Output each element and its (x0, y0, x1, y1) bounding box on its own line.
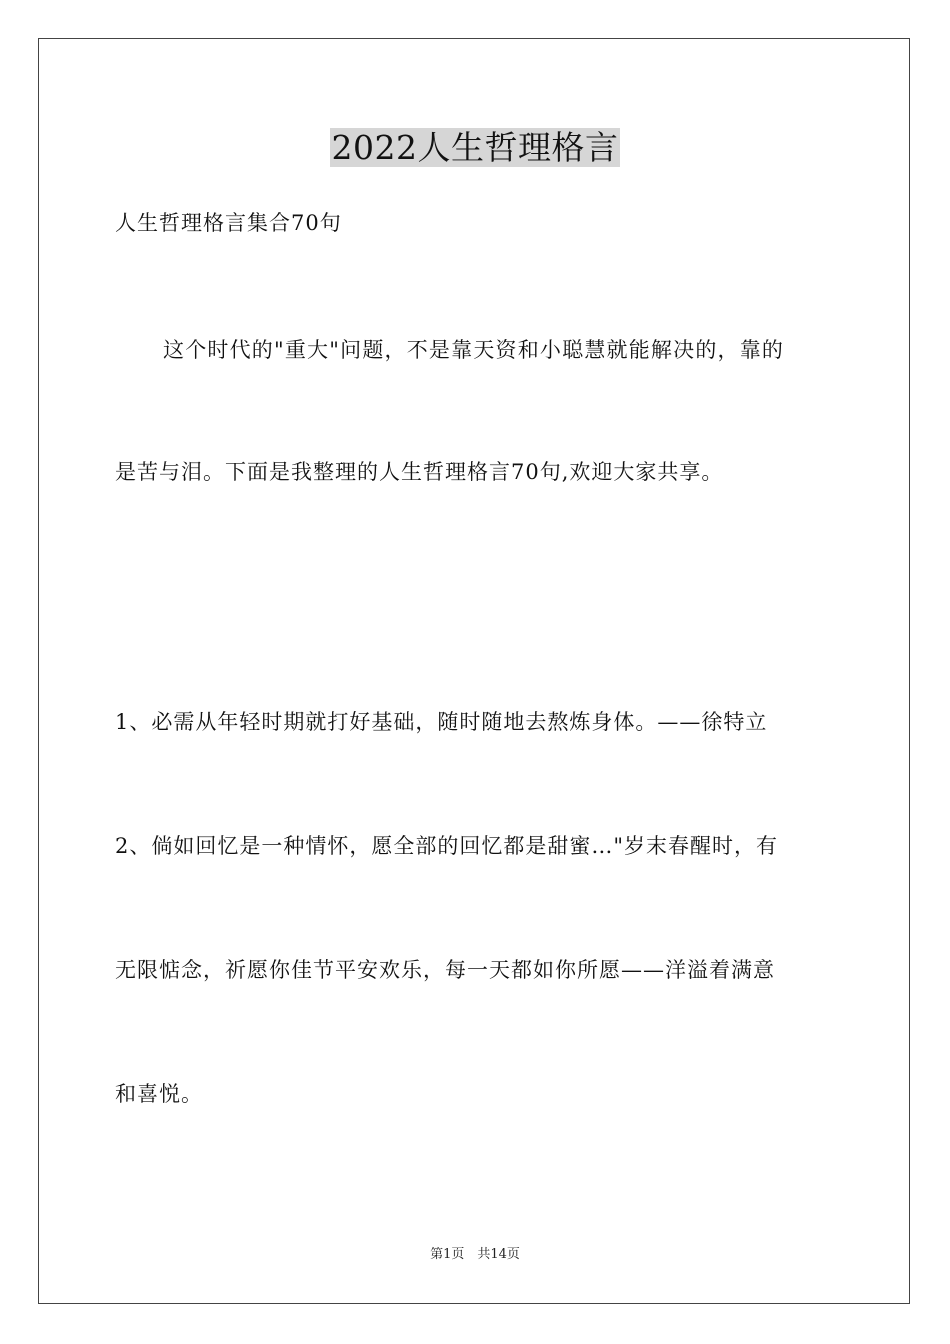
quote-2-line-1: 2、倘如回忆是一种情怀，愿全部的回忆都是甜蜜…"岁末春醒时，有 (115, 834, 779, 858)
document-title-text: 2022人生哲理格言 (331, 128, 619, 167)
page-footer: 第1页 共14页 (430, 1247, 520, 1262)
intro-paragraph-line-2: 是苦与泪。下面是我整理的人生哲理格言70句,欢迎大家共享。 (115, 460, 724, 484)
intro-paragraph-line-1: 这个时代的"重大"问题，不是靠天资和小聪慧就能解决的，靠的 (163, 338, 785, 362)
quote-1-line: 1、必需从年轻时期就打好基础，随时随地去熬炼身体。——徐特立 (115, 710, 768, 734)
subtitle-line: 人生哲理格言集合70句 (115, 211, 342, 235)
quote-2-line-2: 无限惦念，祈愿你佳节平安欢乐，每一天都如你所愿——洋溢着满意 (115, 958, 775, 982)
quote-2-line-3: 和喜悦。 (115, 1082, 203, 1106)
document-title (0, 126, 950, 170)
